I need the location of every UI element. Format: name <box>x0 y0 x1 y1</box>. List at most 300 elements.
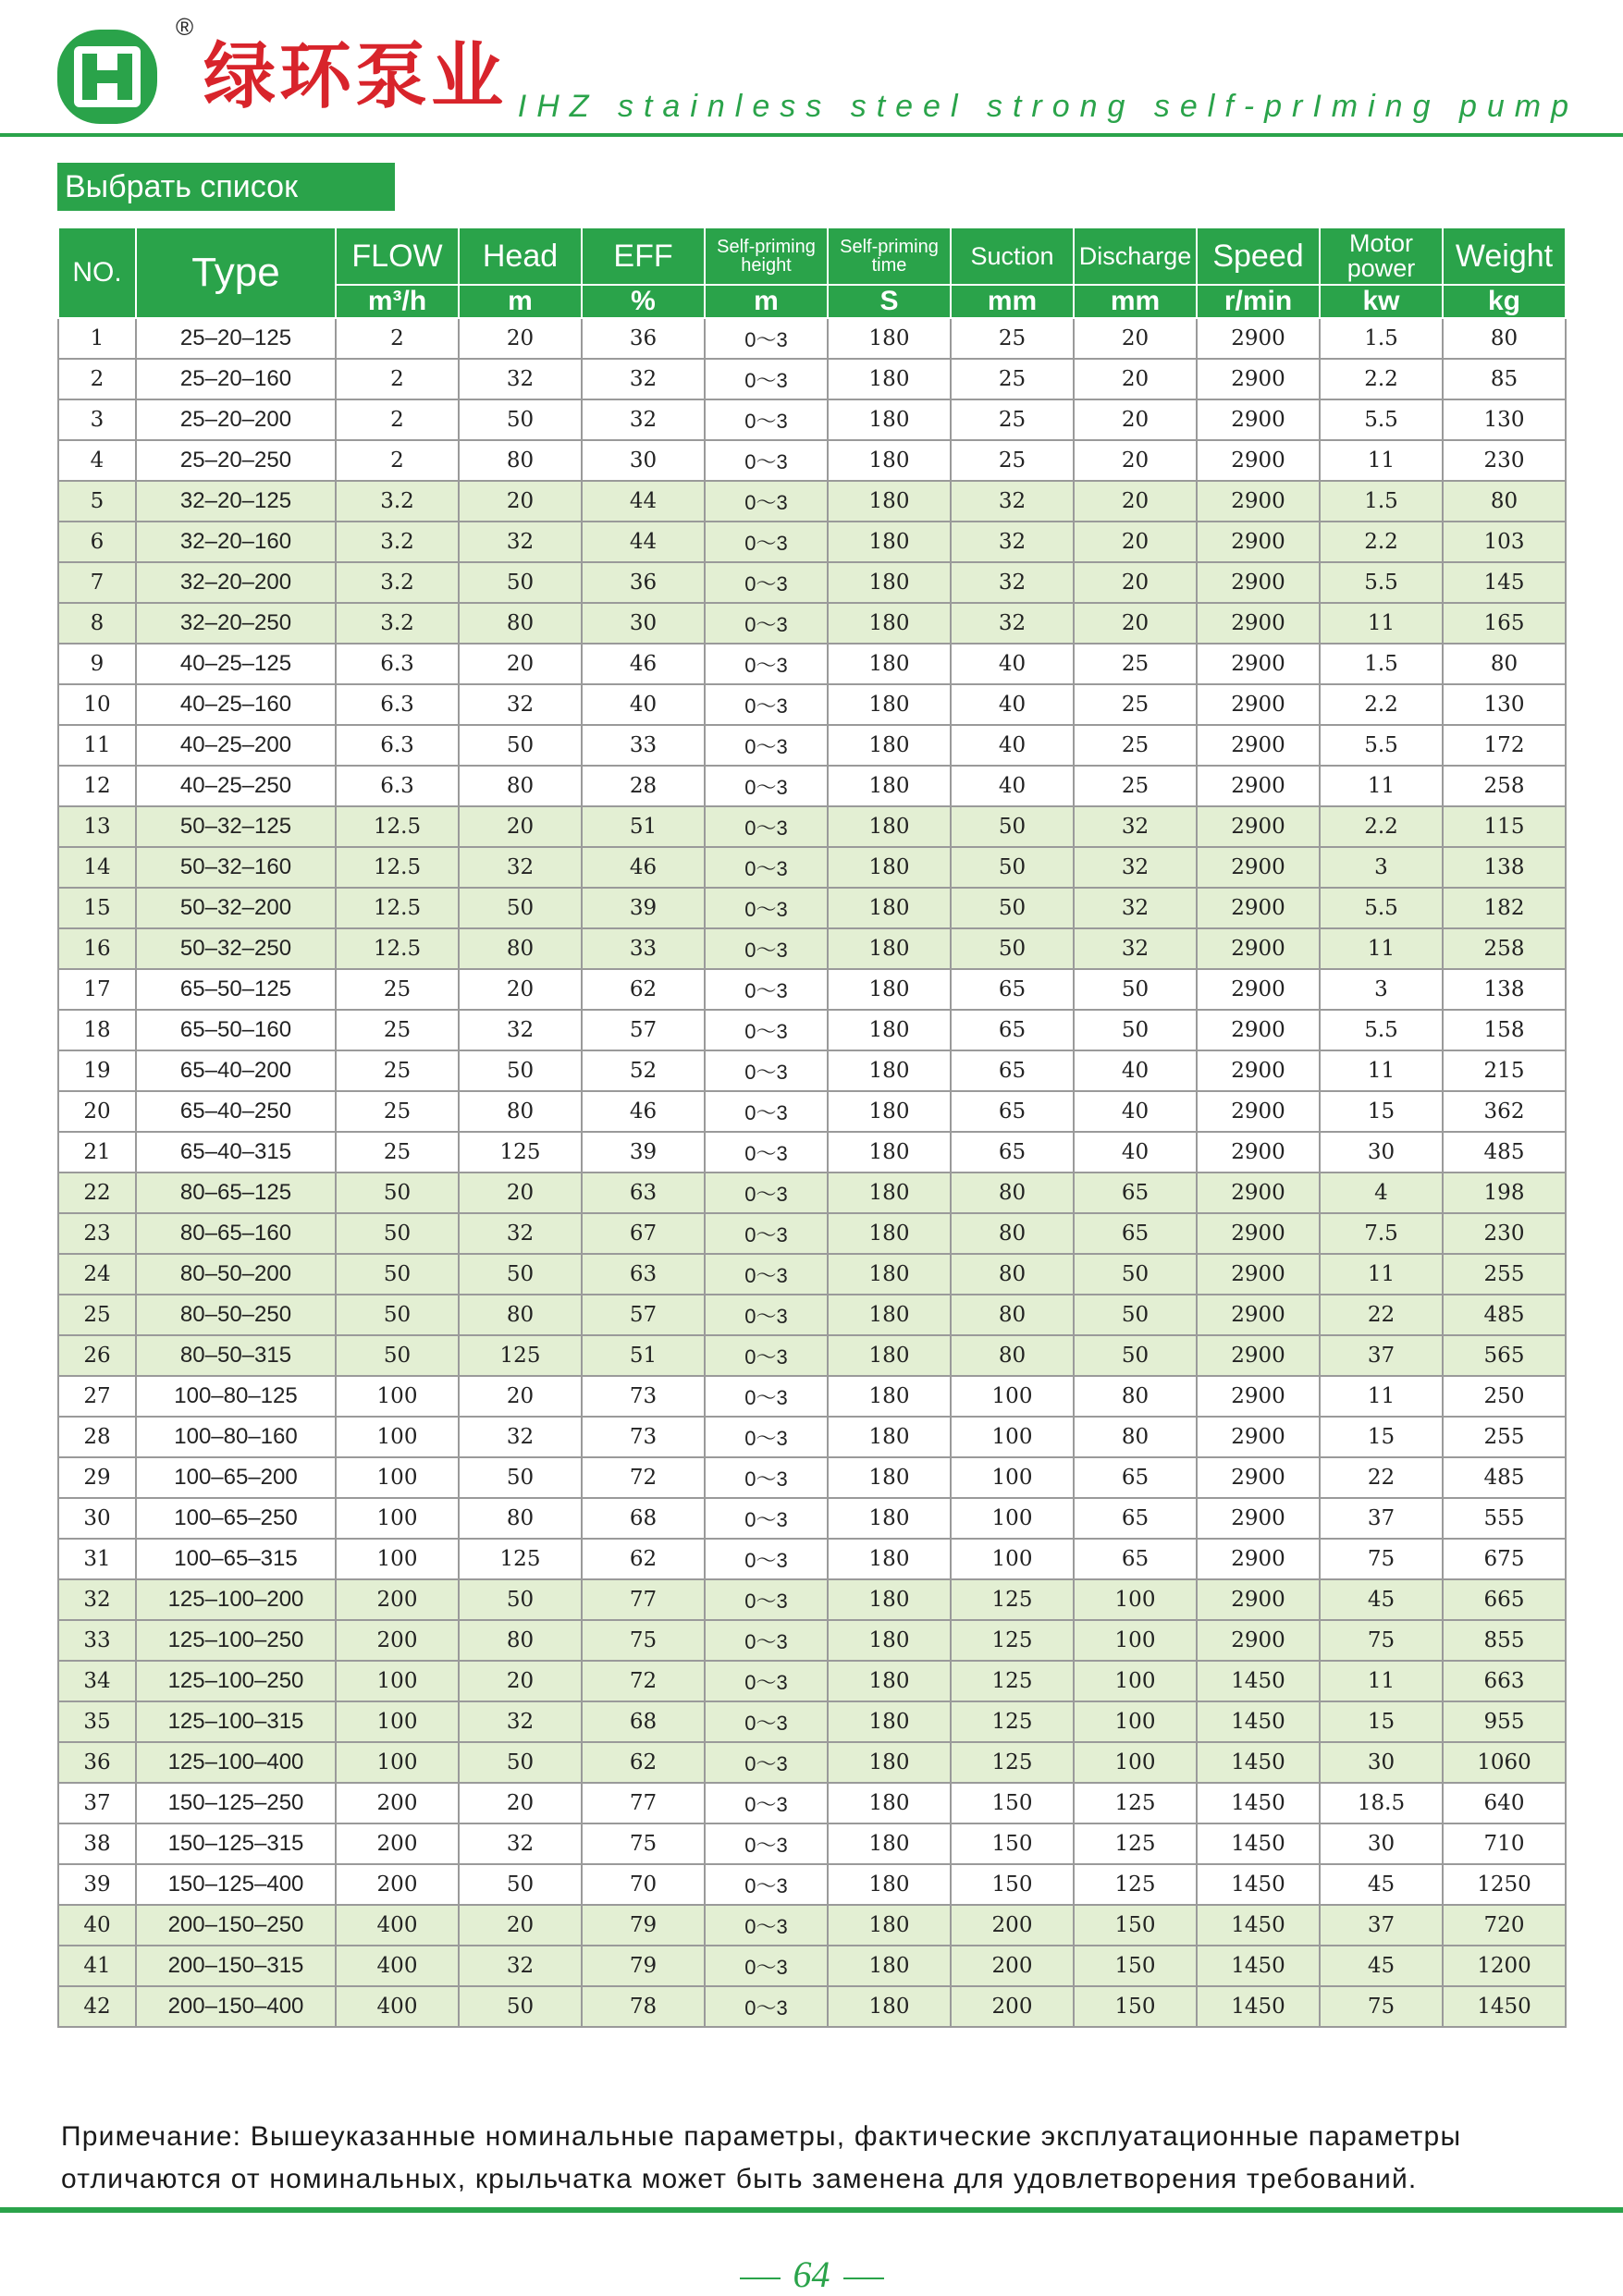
cell-self-priming-height: 0～3 <box>705 1946 828 1986</box>
cell-no: 9 <box>58 644 136 684</box>
cell-suction: 50 <box>951 888 1074 928</box>
table-row <box>58 562 1566 603</box>
cell-no: 35 <box>58 1701 136 1742</box>
cell-suction: 125 <box>951 1742 1074 1783</box>
cell-type: 200–150–315 <box>136 1946 336 1986</box>
cell-head: 125 <box>459 1132 582 1173</box>
cell-weight: 710 <box>1443 1823 1566 1864</box>
cell-speed: 2900 <box>1197 1295 1320 1335</box>
cell-eff: 46 <box>582 847 705 888</box>
cell-self-priming-height: 0～3 <box>705 1823 828 1864</box>
cell-suction: 32 <box>951 562 1074 603</box>
cell-speed: 1450 <box>1197 1783 1320 1823</box>
cell-self-priming-time: 180 <box>828 847 951 888</box>
cell-flow: 200 <box>336 1620 459 1661</box>
cell-discharge: 25 <box>1074 684 1197 725</box>
table-row <box>58 1091 1566 1132</box>
cell-type: 100–65–315 <box>136 1539 336 1579</box>
cell-no: 32 <box>58 1579 136 1620</box>
cell-self-priming-time: 180 <box>828 1539 951 1579</box>
cell-suction: 40 <box>951 684 1074 725</box>
cell-self-priming-height: 0～3 <box>705 1335 828 1376</box>
cell-self-priming-time: 180 <box>828 766 951 806</box>
table-row <box>58 928 1566 969</box>
cell-type: 25–20–200 <box>136 399 336 440</box>
cell-type: 25–20–250 <box>136 440 336 481</box>
unit-motor-power: kw <box>1320 285 1443 318</box>
cell-no: 38 <box>58 1823 136 1864</box>
cell-weight: 855 <box>1443 1620 1566 1661</box>
cell-weight: 1200 <box>1443 1946 1566 1986</box>
cell-discharge: 150 <box>1074 1905 1197 1946</box>
cell-head: 32 <box>459 847 582 888</box>
cell-self-priming-time: 180 <box>828 603 951 644</box>
cell-speed: 2900 <box>1197 847 1320 888</box>
cell-flow: 50 <box>336 1173 459 1213</box>
cell-suction: 200 <box>951 1946 1074 1986</box>
page-number <box>0 2253 1623 2296</box>
unit-self-priming-time: S <box>828 285 951 318</box>
cell-flow: 2 <box>336 440 459 481</box>
cell-self-priming-height: 0～3 <box>705 1661 828 1701</box>
table-row <box>58 644 1566 684</box>
cell-self-priming-time: 180 <box>828 318 951 359</box>
page-dash-right <box>843 2278 884 2279</box>
table-row <box>58 1783 1566 1823</box>
cell-self-priming-time: 180 <box>828 1295 951 1335</box>
cell-weight: 565 <box>1443 1335 1566 1376</box>
cell-flow: 3.2 <box>336 562 459 603</box>
cell-motor-power: 22 <box>1320 1457 1443 1498</box>
unit-weight: kg <box>1443 285 1566 318</box>
cell-self-priming-time: 180 <box>828 928 951 969</box>
cell-self-priming-height: 0～3 <box>705 1579 828 1620</box>
cell-type: 40–25–250 <box>136 766 336 806</box>
cell-self-priming-time: 180 <box>828 1173 951 1213</box>
cell-suction: 32 <box>951 522 1074 562</box>
cell-suction: 50 <box>951 847 1074 888</box>
table-row <box>58 1335 1566 1376</box>
cell-self-priming-time: 180 <box>828 1946 951 1986</box>
cell-speed: 2900 <box>1197 1376 1320 1417</box>
cell-no: 36 <box>58 1742 136 1783</box>
cell-suction: 50 <box>951 806 1074 847</box>
cell-type: 125–100–250 <box>136 1620 336 1661</box>
cell-no: 2 <box>58 359 136 399</box>
cell-flow: 100 <box>336 1539 459 1579</box>
cell-head: 20 <box>459 644 582 684</box>
cell-eff: 28 <box>582 766 705 806</box>
cell-weight: 1060 <box>1443 1742 1566 1783</box>
cell-self-priming-time: 180 <box>828 1498 951 1539</box>
cell-type: 25–20–160 <box>136 359 336 399</box>
table-row <box>58 1579 1566 1620</box>
cell-self-priming-time: 180 <box>828 481 951 522</box>
cell-speed: 2900 <box>1197 1173 1320 1213</box>
table-row <box>58 1498 1566 1539</box>
cell-no: 23 <box>58 1213 136 1254</box>
col-header-motor-power: Motor power <box>1320 227 1443 285</box>
cell-motor-power: 18.5 <box>1320 1783 1443 1823</box>
cell-eff: 62 <box>582 1742 705 1783</box>
cell-no: 15 <box>58 888 136 928</box>
cell-no: 3 <box>58 399 136 440</box>
cell-speed: 1450 <box>1197 1905 1320 1946</box>
cell-no: 37 <box>58 1783 136 1823</box>
cell-head: 50 <box>459 1864 582 1905</box>
cell-type: 50–32–125 <box>136 806 336 847</box>
cell-eff: 79 <box>582 1905 705 1946</box>
cell-weight: 720 <box>1443 1905 1566 1946</box>
cell-self-priming-height: 0～3 <box>705 1010 828 1050</box>
cell-motor-power: 5.5 <box>1320 562 1443 603</box>
cell-weight: 955 <box>1443 1701 1566 1742</box>
cell-discharge: 125 <box>1074 1783 1197 1823</box>
cell-motor-power: 11 <box>1320 440 1443 481</box>
cell-type: 100–65–250 <box>136 1498 336 1539</box>
cell-no: 29 <box>58 1457 136 1498</box>
cell-eff: 77 <box>582 1579 705 1620</box>
table-row <box>58 440 1566 481</box>
cell-flow: 50 <box>336 1335 459 1376</box>
cell-flow: 25 <box>336 1050 459 1091</box>
cell-discharge: 25 <box>1074 725 1197 766</box>
cell-flow: 100 <box>336 1701 459 1742</box>
cell-head: 50 <box>459 888 582 928</box>
cell-speed: 2900 <box>1197 1417 1320 1457</box>
cell-head: 50 <box>459 1050 582 1091</box>
cell-type: 150–125–315 <box>136 1823 336 1864</box>
page-dash-left <box>740 2278 781 2279</box>
cell-self-priming-height: 0～3 <box>705 359 828 399</box>
cell-head: 125 <box>459 1335 582 1376</box>
cell-type: 100–80–160 <box>136 1417 336 1457</box>
cell-speed: 2900 <box>1197 1091 1320 1132</box>
cell-weight: 80 <box>1443 644 1566 684</box>
table-row <box>58 318 1566 359</box>
cell-no: 34 <box>58 1661 136 1701</box>
cell-discharge: 20 <box>1074 399 1197 440</box>
cell-motor-power: 37 <box>1320 1498 1443 1539</box>
cell-head: 32 <box>459 1417 582 1457</box>
cell-flow: 3.2 <box>336 603 459 644</box>
cell-flow: 6.3 <box>336 684 459 725</box>
cell-self-priming-time: 180 <box>828 1376 951 1417</box>
cell-self-priming-time: 180 <box>828 1701 951 1742</box>
cell-weight: 165 <box>1443 603 1566 644</box>
col-header-self-priming-time: Self-priming time <box>828 227 951 285</box>
col-header-speed: Speed <box>1197 227 1320 285</box>
cell-speed: 2900 <box>1197 1457 1320 1498</box>
cell-discharge: 20 <box>1074 603 1197 644</box>
cell-self-priming-height: 0～3 <box>705 1864 828 1905</box>
cell-flow: 2 <box>336 359 459 399</box>
company-logo-icon <box>55 28 159 126</box>
cell-flow: 3.2 <box>336 522 459 562</box>
cell-weight: 1450 <box>1443 1986 1566 2027</box>
cell-motor-power: 45 <box>1320 1946 1443 1986</box>
cell-self-priming-height: 0～3 <box>705 806 828 847</box>
cell-head: 80 <box>459 1091 582 1132</box>
cell-flow: 12.5 <box>336 806 459 847</box>
cell-weight: 555 <box>1443 1498 1566 1539</box>
cell-self-priming-time: 180 <box>828 1457 951 1498</box>
cell-type: 65–50–125 <box>136 969 336 1010</box>
table-row <box>58 684 1566 725</box>
cell-discharge: 50 <box>1074 1010 1197 1050</box>
cell-suction: 40 <box>951 725 1074 766</box>
cell-head: 20 <box>459 481 582 522</box>
cell-suction: 65 <box>951 1050 1074 1091</box>
cell-discharge: 20 <box>1074 318 1197 359</box>
cell-motor-power: 5.5 <box>1320 399 1443 440</box>
cell-motor-power: 2.2 <box>1320 684 1443 725</box>
cell-self-priming-time: 180 <box>828 1986 951 2027</box>
cell-type: 32–20–160 <box>136 522 336 562</box>
cell-suction: 32 <box>951 603 1074 644</box>
cell-eff: 67 <box>582 1213 705 1254</box>
cell-no: 22 <box>58 1173 136 1213</box>
cell-motor-power: 3 <box>1320 969 1443 1010</box>
cell-self-priming-time: 180 <box>828 1050 951 1091</box>
cell-suction: 80 <box>951 1295 1074 1335</box>
section-title: Выбрать список <box>57 163 395 211</box>
cell-eff: 46 <box>582 1091 705 1132</box>
cell-discharge: 20 <box>1074 562 1197 603</box>
table-row <box>58 1661 1566 1701</box>
cell-speed: 2900 <box>1197 1539 1320 1579</box>
cell-discharge: 65 <box>1074 1173 1197 1213</box>
cell-type: 125–100–250 <box>136 1661 336 1701</box>
table-row <box>58 1620 1566 1661</box>
table-row <box>58 1864 1566 1905</box>
cell-flow: 2 <box>336 399 459 440</box>
cell-head: 20 <box>459 1173 582 1213</box>
cell-eff: 63 <box>582 1173 705 1213</box>
cell-motor-power: 37 <box>1320 1905 1443 1946</box>
table-row <box>58 399 1566 440</box>
cell-weight: 675 <box>1443 1539 1566 1579</box>
cell-eff: 40 <box>582 684 705 725</box>
cell-self-priming-time: 180 <box>828 1742 951 1783</box>
cell-type: 200–150–400 <box>136 1986 336 2027</box>
cell-discharge: 65 <box>1074 1539 1197 1579</box>
cell-type: 40–25–200 <box>136 725 336 766</box>
cell-discharge: 125 <box>1074 1823 1197 1864</box>
cell-speed: 2900 <box>1197 1254 1320 1295</box>
cell-weight: 145 <box>1443 562 1566 603</box>
cell-flow: 400 <box>336 1946 459 1986</box>
cell-eff: 62 <box>582 1539 705 1579</box>
cell-no: 13 <box>58 806 136 847</box>
table-row <box>58 847 1566 888</box>
cell-suction: 25 <box>951 440 1074 481</box>
cell-discharge: 25 <box>1074 644 1197 684</box>
cell-speed: 1450 <box>1197 1701 1320 1742</box>
cell-motor-power: 7.5 <box>1320 1213 1443 1254</box>
cell-self-priming-height: 0～3 <box>705 847 828 888</box>
cell-type: 200–150–250 <box>136 1905 336 1946</box>
cell-self-priming-time: 180 <box>828 522 951 562</box>
cell-motor-power: 3 <box>1320 847 1443 888</box>
cell-no: 8 <box>58 603 136 644</box>
cell-no: 41 <box>58 1946 136 1986</box>
cell-type: 32–20–200 <box>136 562 336 603</box>
table-row <box>58 1010 1566 1050</box>
cell-self-priming-time: 180 <box>828 806 951 847</box>
cell-discharge: 20 <box>1074 522 1197 562</box>
cell-type: 100–80–125 <box>136 1376 336 1417</box>
cell-type: 50–32–160 <box>136 847 336 888</box>
col-header-no: NO. <box>58 227 136 318</box>
table-row <box>58 969 1566 1010</box>
cell-weight: 255 <box>1443 1254 1566 1295</box>
cell-head: 20 <box>459 1661 582 1701</box>
footnote-line-2: отличаются от номинальных, крыльчатка может быть заменена для удовлетворения требований. <box>61 2164 1418 2194</box>
cell-type: 80–50–315 <box>136 1335 336 1376</box>
cell-self-priming-height: 0～3 <box>705 522 828 562</box>
cell-no: 6 <box>58 522 136 562</box>
cell-no: 24 <box>58 1254 136 1295</box>
cell-self-priming-time: 180 <box>828 1783 951 1823</box>
cell-eff: 46 <box>582 644 705 684</box>
cell-discharge: 50 <box>1074 1254 1197 1295</box>
cell-speed: 2900 <box>1197 725 1320 766</box>
cell-eff: 72 <box>582 1661 705 1701</box>
cell-no: 31 <box>58 1539 136 1579</box>
cell-weight: 258 <box>1443 928 1566 969</box>
cell-weight: 250 <box>1443 1376 1566 1417</box>
cell-speed: 2900 <box>1197 1335 1320 1376</box>
cell-speed: 2900 <box>1197 399 1320 440</box>
cell-head: 80 <box>459 440 582 481</box>
cell-motor-power: 15 <box>1320 1701 1443 1742</box>
cell-motor-power: 75 <box>1320 1539 1443 1579</box>
table-row <box>58 1742 1566 1783</box>
cell-motor-power: 45 <box>1320 1864 1443 1905</box>
cell-discharge: 150 <box>1074 1946 1197 1986</box>
cell-motor-power: 5.5 <box>1320 888 1443 928</box>
table-row <box>58 522 1566 562</box>
cell-flow: 50 <box>336 1295 459 1335</box>
cell-eff: 57 <box>582 1010 705 1050</box>
cell-weight: 258 <box>1443 766 1566 806</box>
cell-self-priming-height: 0～3 <box>705 644 828 684</box>
cell-flow: 2 <box>336 318 459 359</box>
cell-flow: 12.5 <box>336 888 459 928</box>
cell-head: 50 <box>459 725 582 766</box>
cell-motor-power: 1.5 <box>1320 481 1443 522</box>
cell-eff: 77 <box>582 1783 705 1823</box>
cell-head: 80 <box>459 928 582 969</box>
cell-head: 20 <box>459 318 582 359</box>
cell-motor-power: 11 <box>1320 766 1443 806</box>
cell-flow: 6.3 <box>336 725 459 766</box>
cell-weight: 485 <box>1443 1132 1566 1173</box>
table-row <box>58 888 1566 928</box>
registered-mark: ® <box>176 13 194 41</box>
cell-type: 125–100–200 <box>136 1579 336 1620</box>
cell-head: 50 <box>459 399 582 440</box>
cell-no: 33 <box>58 1620 136 1661</box>
cell-self-priming-time: 180 <box>828 1091 951 1132</box>
cell-eff: 70 <box>582 1864 705 1905</box>
cell-self-priming-height: 0～3 <box>705 888 828 928</box>
table-row <box>58 1905 1566 1946</box>
cell-speed: 1450 <box>1197 1742 1320 1783</box>
cell-type: 65–40–200 <box>136 1050 336 1091</box>
cell-eff: 44 <box>582 481 705 522</box>
cell-self-priming-height: 0～3 <box>705 1376 828 1417</box>
unit-discharge: mm <box>1074 285 1197 318</box>
cell-flow: 100 <box>336 1498 459 1539</box>
cell-self-priming-height: 0～3 <box>705 1132 828 1173</box>
cell-discharge: 100 <box>1074 1579 1197 1620</box>
cell-no: 40 <box>58 1905 136 1946</box>
table-row <box>58 1417 1566 1457</box>
cell-self-priming-height: 0～3 <box>705 766 828 806</box>
cell-head: 32 <box>459 1823 582 1864</box>
cell-type: 32–20–125 <box>136 481 336 522</box>
cell-no: 42 <box>58 1986 136 2027</box>
col-header-suction: Suction <box>951 227 1074 285</box>
table-row <box>58 1213 1566 1254</box>
cell-suction: 65 <box>951 1010 1074 1050</box>
cell-self-priming-time: 180 <box>828 1661 951 1701</box>
footnote <box>61 2116 1578 2201</box>
cell-discharge: 20 <box>1074 481 1197 522</box>
cell-type: 125–100–400 <box>136 1742 336 1783</box>
table-row <box>58 1295 1566 1335</box>
cell-flow: 6.3 <box>336 644 459 684</box>
cell-discharge: 40 <box>1074 1091 1197 1132</box>
cell-motor-power: 11 <box>1320 928 1443 969</box>
cell-self-priming-height: 0～3 <box>705 1905 828 1946</box>
cell-type: 40–25–125 <box>136 644 336 684</box>
cell-self-priming-height: 0～3 <box>705 1417 828 1457</box>
cell-no: 21 <box>58 1132 136 1173</box>
cell-eff: 39 <box>582 1132 705 1173</box>
cell-suction: 80 <box>951 1173 1074 1213</box>
cell-self-priming-time: 180 <box>828 888 951 928</box>
col-header-self-priming-height: Self-priming height <box>705 227 828 285</box>
table-row <box>58 1823 1566 1864</box>
cell-self-priming-height: 0～3 <box>705 1091 828 1132</box>
cell-head: 50 <box>459 1457 582 1498</box>
cell-flow: 200 <box>336 1579 459 1620</box>
cell-speed: 2900 <box>1197 928 1320 969</box>
cell-suction: 65 <box>951 1091 1074 1132</box>
cell-discharge: 125 <box>1074 1864 1197 1905</box>
cell-self-priming-height: 0～3 <box>705 1050 828 1091</box>
unit-head: m <box>459 285 582 318</box>
table-row <box>58 1050 1566 1091</box>
cell-discharge: 100 <box>1074 1701 1197 1742</box>
cell-eff: 52 <box>582 1050 705 1091</box>
cell-motor-power: 30 <box>1320 1132 1443 1173</box>
cell-no: 26 <box>58 1335 136 1376</box>
cell-speed: 2900 <box>1197 603 1320 644</box>
cell-weight: 485 <box>1443 1457 1566 1498</box>
cell-self-priming-time: 180 <box>828 684 951 725</box>
cell-speed: 1450 <box>1197 1661 1320 1701</box>
cell-discharge: 80 <box>1074 1417 1197 1457</box>
cell-weight: 255 <box>1443 1417 1566 1457</box>
cell-self-priming-time: 180 <box>828 1254 951 1295</box>
cell-speed: 2900 <box>1197 806 1320 847</box>
cell-eff: 72 <box>582 1457 705 1498</box>
cell-speed: 1450 <box>1197 1823 1320 1864</box>
